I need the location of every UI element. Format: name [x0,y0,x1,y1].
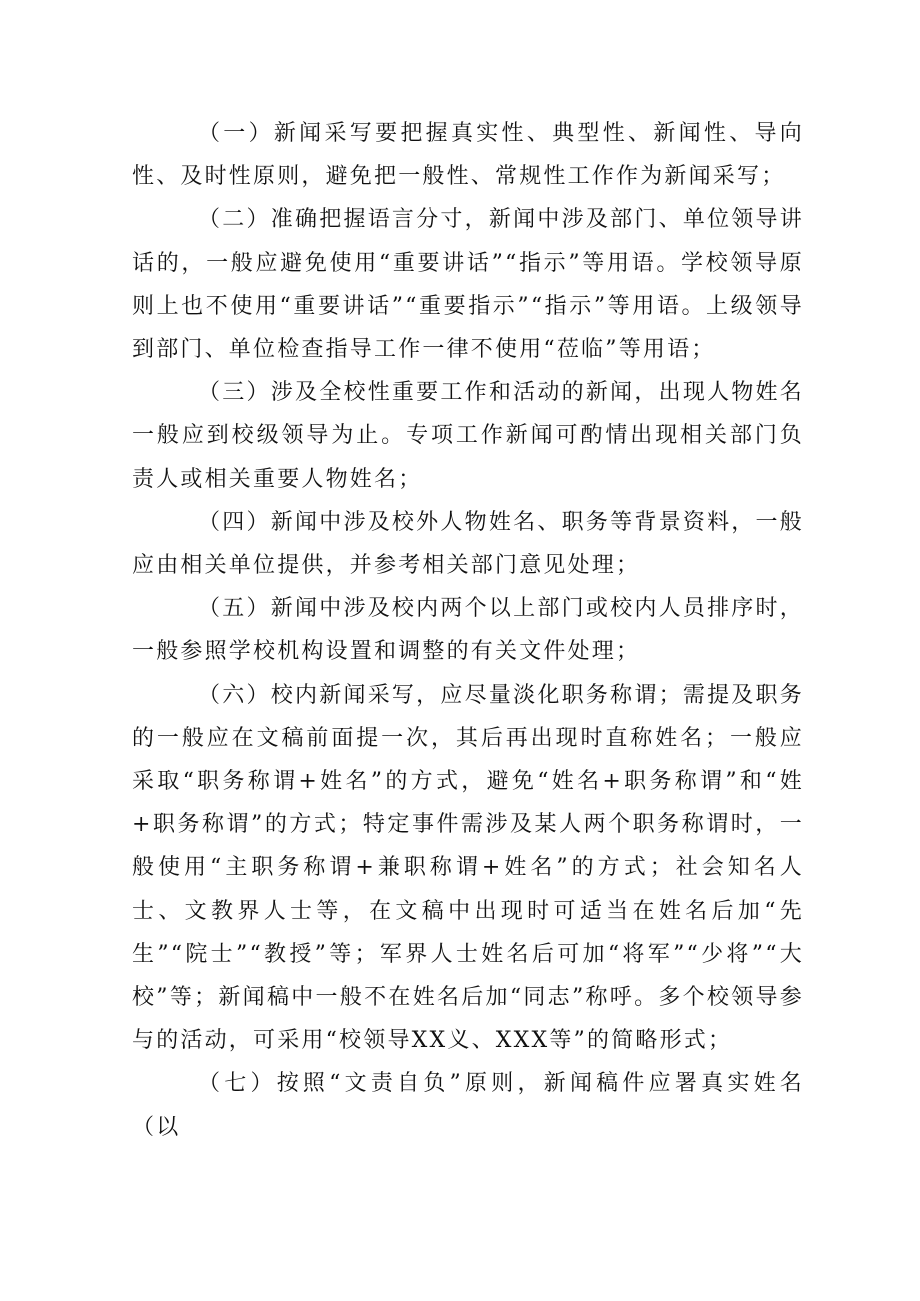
paragraph-6: （六）校内新闻采写，应尽量淡化职务称谓；需提及职务的一般应在文稿前面提一次，其后再出现时直称姓名；一般应采取“职务称谓+姓名”的方式，避免“姓名+职务称谓”和“姓+职务称谓”的方式；特定事件需涉及某人两个职务称谓时，一般使用“主职务称谓+兼职称谓+姓名”的方式；社会知名人士、文教界人士等，在文稿中出现时可适当在姓名后加“先生”“院士”“教授”等；军界人士姓名后可加“将军”“少将”“大校”等；新闻稿中一般不在姓名后加“同志”称呼。多个校领导参与的活动，可采用“校领导XX义、XXX等”的简略形式； [132,682,804,1054]
paragraph-4: （四）新闻中涉及校外人物姓名、职务等背景资料，一般应由相关单位提供，并参考相关部门意见处理； [132,509,804,579]
paragraph-3: （三）涉及全校性重要工作和活动的新闻，出现人物姓名一般应到校级领导为止。专项工作新闻可酌情出现相关部门负责人或相关重要人物姓名； [132,380,804,492]
paragraph-1: （一）新闻采写要把握真实性、典型性、新闻性、导向性、及时性原则，避免把一般性、常规性工作作为新闻采写； [132,121,804,190]
paragraph-2: （二）准确把握语言分寸，新闻中涉及部门、单位领导讲话的，一般应避免使用“重要讲话”“指示”等用语。学校领导原则上也不使用“重要讲话”“重要指示”“指示”等用语。上级领导到部门、单位检查指导工作一律不使用“莅临”等用语； [132,207,804,363]
document-body [132,112,804,1149]
paragraph-5: （五）新闻中涉及校内两个以上部门或校内人员排序时，一般参照学校机构设置和调整的有关文件处理； [132,596,804,665]
paragraph-7: （七）按照“文责自负”原则，新闻稿件应署真实姓名（以 [132,1071,804,1140]
